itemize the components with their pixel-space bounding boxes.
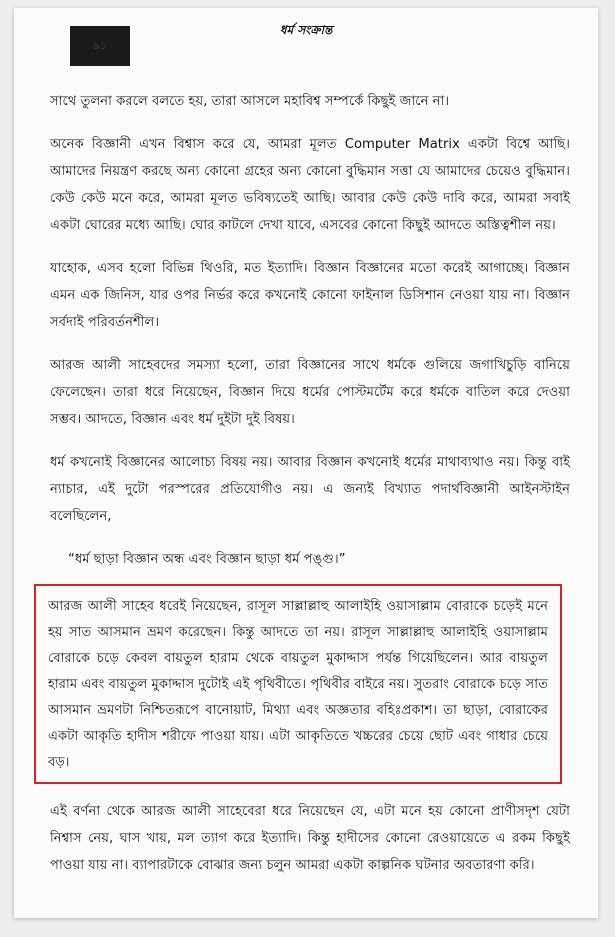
paragraph-4: আরজ আলী সাহেবদের সমস্যা হলো, তারা বিজ্ঞানের সাথে ধর্মকে গুলিয়ে জগাখিচুড়ি বানিয়ে ফেলেছেন। তারা ধরে নিয়েছেন, বিজ্ঞান দিয়ে ধর্মের পোস্টমর্টেম করে ধর্মকে বাতিল করে দেওয়া সম্ভব। আদতে, বিজ্ঞান এবং ধর্ম দুইটা দুই বিষয়। — [50, 358, 570, 427]
closing-paragraph: এই বর্ণনা থেকে আরজ আলী সাহেবেরা ধরে নিয়েছেন যে, এটা মনে হয় কোনো প্রাণীসদৃশ যেটা নিশ্বাস নেয়, ঘাস খায়, মল ত্যাগ করে ইত্যাদি। কিন্তু হাদীসের কোনো রেওয়ায়েতে এ রকম কিছুই পাওয়া যায় না। ব্যাপারটাকে বোঝার জন্য চলুন আমরা একটা কাল্পনিক ঘটনার অবতারণা করি। — [50, 804, 570, 873]
running-header: ধর্ম সংক্রান্ত — [279, 23, 333, 37]
einstein-quote: “ধর্ম ছাড়া বিজ্ঞান অন্ধ এবং বিজ্ঞান ছাড়া ধর্ম পঙ্গু।” — [68, 552, 346, 567]
paragraph-3: যাহোক, এসব হলো বিভিন্ন থিওরি, মত ইত্যাদি। বিজ্ঞান বিজ্ঞানের মতো করেই আগাচ্ছে। বিজ্ঞান এমন এক জিনিস, যার ওপর নির্ভর করে কখনোই কোনো ফাইনাল ডিসিশান নেওয়া যায় না। বিজ্ঞান সর্বদাই পরিবর্তনশীল। — [50, 261, 570, 330]
page-number: ৯১ — [92, 39, 108, 52]
highlighted-paragraph: আরজ আলী সাহেব ধরেই নিয়েছেন, রাসূল সাল্লাল্লাহু আলাইহি ওয়াসাল্লাম বোরাকে চড়েই মনে হয় সাত আসমান ভ্রমণ করেছেন। কিন্তু আদতে তা নয়। রাসূল সাল্লাল্লাহু আলাইহি ওয়াসাল্লাম বোরাকে চড়ে কেবল বায়তুল হারাম থেকে বায়তুল মুকাদ্দাস পর্যন্ত গিয়েছিলেন। আর বায়তুল হারাম এবং বায়তুল মুকাদ্দাস দুটোই এই পৃথিবীতে। পৃথিবীর বাইরে নয়। সুতরাং বোরাকে চড়ে সাত আসমান ভ্রমণটা নিশ্চিতরূপে বানোয়াট, মিথ্যা এবং অজ্ঞতার বহিঃপ্রকাশ। তা ছাড়া, বোরাকের একটা আকৃতি হাদীস শরীফে পাওয়া যায়। এটা আকৃতিতে খচ্চরের চেয়ে ছোট এবং গাধার চেয়ে বড়। — [48, 599, 548, 770]
scanned-page — [14, 8, 598, 918]
paragraph-2: অনেক বিজ্ঞানী এখন বিশ্বাস করে যে, আমরা মূলত Computer Matrix একটা বিশ্বে আছি। আমাদের নিয়ন্ত্রণ করছে অন্য কোনো গ্রহের অন্য কোনো বুদ্ধিমান সত্তা যে আমাদের চেয়েও বুদ্ধিমান। কেউ কেউ মনে করে, আমরা মূলত ভবিষ্যতেই আছি। আবার কেউ কেউ দাবি করে, আমরা সবাই একটা ঘোরের মধ্যে আছি। ঘোর কাটলে দেখা যাবে, এসবের কোনো কিছুই আদতে অস্তিত্বশীল নয়। — [50, 137, 570, 233]
paragraph-1: সাথে তুলনা করলে বলতে হয়, তারা আসলে মহাবিশ্ব সম্পর্কে কিছুই জানে না। — [50, 94, 450, 109]
body-text — [50, 88, 570, 585]
highlighted-paragraph-box — [34, 584, 562, 784]
paragraph-5: ধর্ম কখনোই বিজ্ঞানের আলোচ্য বিষয় নয়। আবার বিজ্ঞান কখনোই ধর্মের মাথাব্যথাও নয়। কিন্তু বাই ন্যাচার, এই দুটো পরস্পরের প্রতিযোগীও নয়। এ জন্যই বিখ্যাত পদার্থবিজ্ঞানী আইনস্টাইন বলেছিলেন, — [50, 455, 570, 524]
